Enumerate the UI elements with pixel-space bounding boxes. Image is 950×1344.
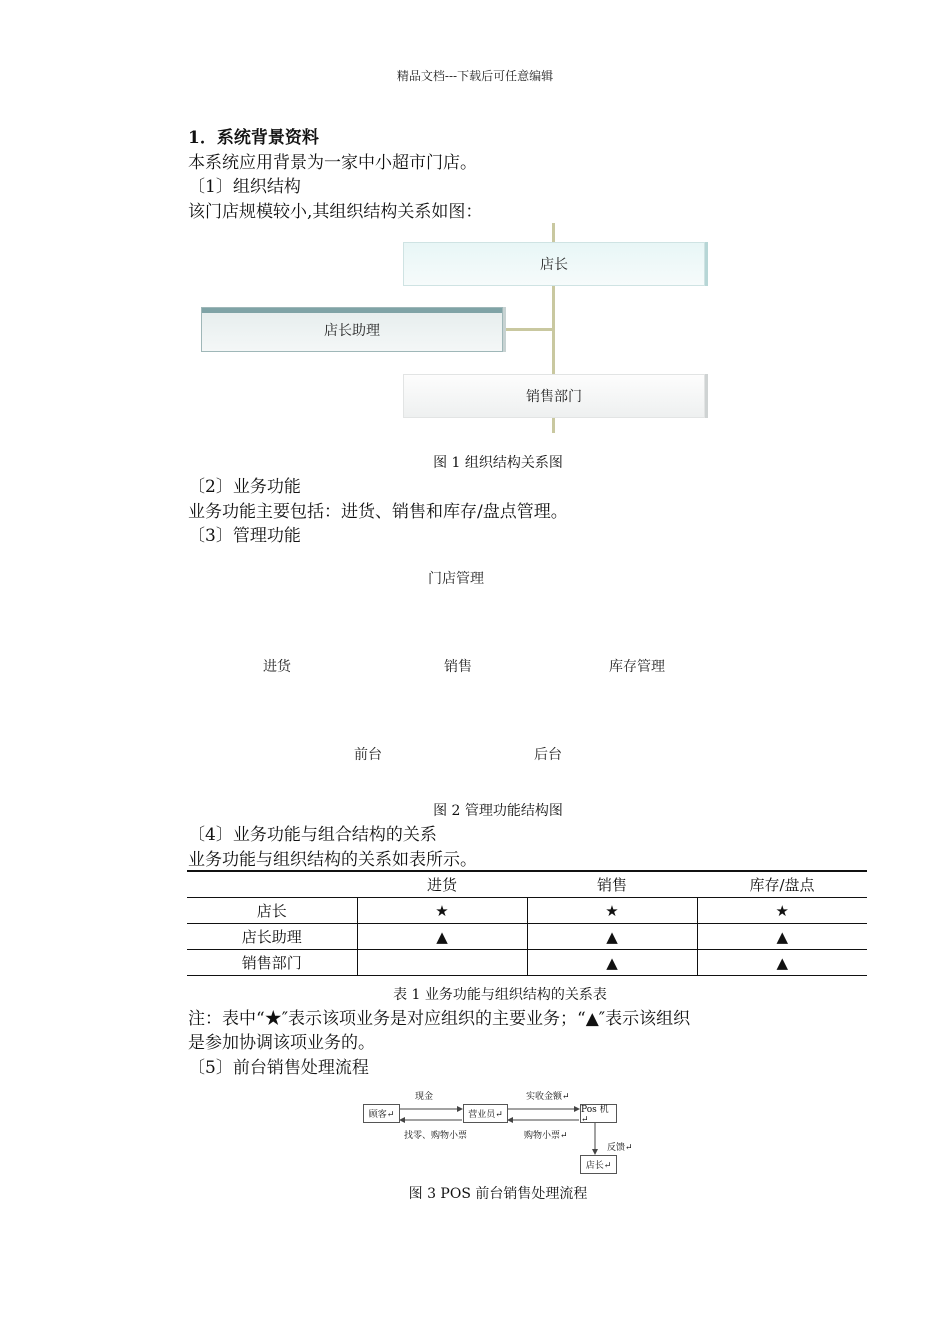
table-row <box>187 950 867 976</box>
table-cell: 销售部门 <box>187 950 357 976</box>
table-top-rule <box>187 870 867 872</box>
table-cell: ★ <box>357 898 527 924</box>
table-cell: ▲ <box>357 924 527 950</box>
subheading-org-structure: 〔1〕组织结构 <box>188 177 301 197</box>
section-title: 1．系统背景资料 <box>188 128 319 148</box>
figure3-caption: 图 3 POS 前台销售处理流程 <box>408 1186 588 1202</box>
subheading-pos-flow: 〔5〕前台销售处理流程 <box>188 1058 369 1078</box>
table-cell: ▲ <box>527 924 697 950</box>
mgmt-sales: 销售 <box>444 659 472 675</box>
figure1-caption: 图 1 组织结构关系图 <box>433 455 563 471</box>
page-header: 精品文档---下载后可任意编辑 <box>396 69 554 83</box>
table-header-cell: 销售 <box>527 872 697 898</box>
org-box-sales: 销售部门 <box>403 374 705 418</box>
figure2-caption: 图 2 管理功能结构图 <box>433 803 563 819</box>
flow-box-manager: 店长↵ <box>580 1155 617 1174</box>
flow-box-customer: 顾客↵ <box>363 1104 400 1123</box>
note-line-1: 注：表中“★″表示该项业务是对应组织的主要业务；“▲″表示该组织 <box>188 1009 691 1029</box>
table-header-cell: 进货 <box>357 872 527 898</box>
paragraph-business-functions: 业务功能主要包括：进货、销售和库存/盘点管理。 <box>188 502 568 522</box>
table-cell: 店长 <box>187 898 357 924</box>
relationship-table <box>187 872 867 976</box>
flow-label-actual: 实收金额↵ <box>526 1092 570 1102</box>
table-cell: ▲ <box>527 950 697 976</box>
table-header-cell <box>187 872 357 898</box>
note-line-2: 是参加协调该项业务的。 <box>188 1033 375 1053</box>
table-cell: 店长助理 <box>187 924 357 950</box>
flow-label-cash: 现金 <box>415 1092 434 1102</box>
mgmt-back: 后台 <box>534 747 562 763</box>
table-header-cell: 库存/盘点 <box>697 872 867 898</box>
paragraph-org-intro: 该门店规模较小,其组织结构关系如图： <box>188 202 483 222</box>
table-cell <box>357 950 527 976</box>
table-row <box>187 924 867 950</box>
org-box-assistant: 店长助理 <box>201 307 503 352</box>
flow-label-feedback: 反馈↵ <box>607 1143 633 1153</box>
subheading-business-functions: 〔2〕业务功能 <box>188 477 301 497</box>
mgmt-purchase: 进货 <box>263 659 291 675</box>
flow-box-pos: Pos 机↵ <box>580 1104 617 1123</box>
flow-label-receipt: 购物小票↵ <box>524 1131 568 1141</box>
org-horizontal-connector <box>503 328 553 331</box>
subheading-relationship: 〔4〕业务功能与组合结构的关系 <box>188 825 437 845</box>
table1-caption: 表 1 业务功能与组织结构的关系表 <box>393 987 607 1003</box>
org-box-manager: 店长 <box>403 242 705 286</box>
table-cell: ▲ <box>697 950 867 976</box>
table-cell: ★ <box>697 898 867 924</box>
mgmt-root: 门店管理 <box>428 571 484 587</box>
paragraph-background: 本系统应用背景为一家中小超市门店。 <box>188 153 477 173</box>
table-cell: ★ <box>527 898 697 924</box>
table-header-row <box>187 872 867 898</box>
table-cell: ▲ <box>697 924 867 950</box>
flow-label-change: 找零、购物小票 <box>404 1131 468 1141</box>
subheading-management-functions: 〔3〕管理功能 <box>188 526 301 546</box>
table-row <box>187 898 867 924</box>
mgmt-inventory: 库存管理 <box>609 659 665 675</box>
mgmt-front: 前台 <box>354 747 382 763</box>
flow-box-clerk: 营业员↵ <box>463 1104 508 1123</box>
paragraph-relationship: 业务功能与组织结构的关系如表所示。 <box>188 850 477 870</box>
